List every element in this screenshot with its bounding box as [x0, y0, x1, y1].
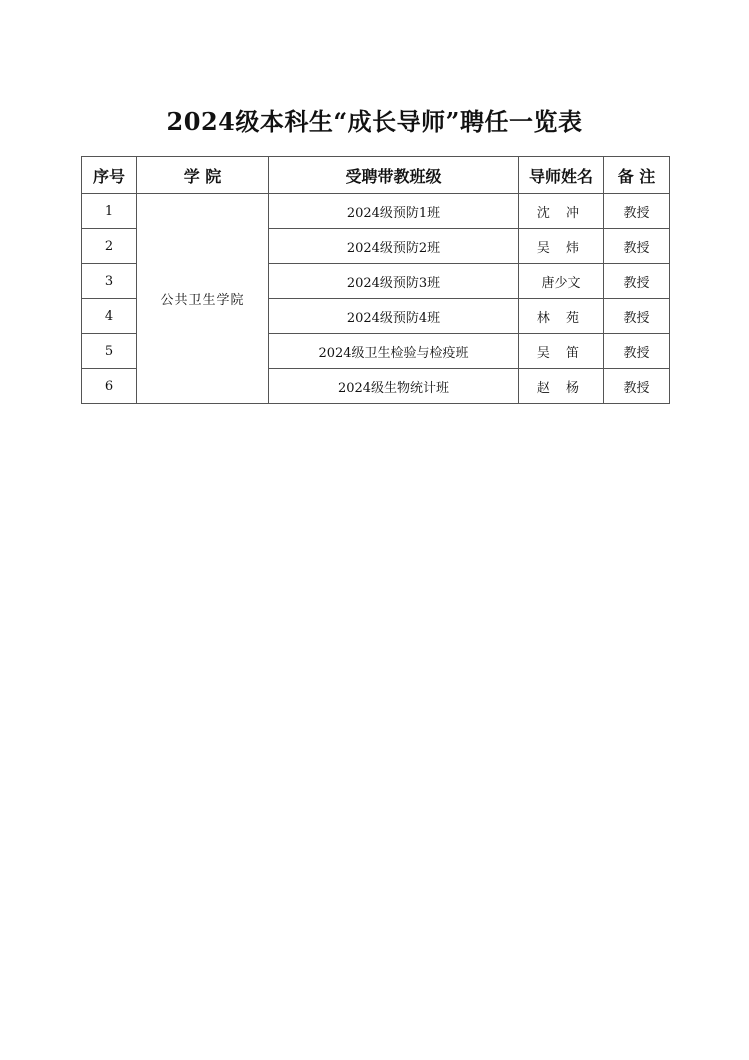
row-class: 2024级预防4班	[269, 299, 519, 334]
header-college: 学 院	[137, 157, 269, 194]
row-mentor: 沈 冲	[519, 194, 604, 229]
mentor-table	[81, 156, 670, 404]
row-mentor: 赵 杨	[519, 369, 604, 404]
row-mentor: 吴 炜	[519, 229, 604, 264]
table-header-row	[82, 157, 670, 194]
college-cell: 公共卫生学院	[137, 194, 269, 404]
row-seq: 6	[82, 369, 137, 404]
row-remark: 教授	[604, 264, 670, 299]
header-mentor: 导师姓名	[519, 157, 604, 194]
row-class: 2024级卫生检验与检疫班	[269, 334, 519, 369]
row-mentor: 唐少文	[519, 264, 604, 299]
row-class: 2024级预防1班	[269, 194, 519, 229]
row-mentor: 吴 笛	[519, 334, 604, 369]
row-class: 2024级生物统计班	[269, 369, 519, 404]
row-class: 2024级预防2班	[269, 229, 519, 264]
row-seq: 2	[82, 229, 137, 264]
header-class: 受聘带教班级	[269, 157, 519, 194]
row-remark: 教授	[604, 229, 670, 264]
row-seq: 3	[82, 264, 137, 299]
header-seq: 序号	[82, 157, 137, 194]
row-mentor: 林 苑	[519, 299, 604, 334]
page-title: 2024级本科生“成长导师”聘任一览表	[166, 107, 583, 136]
row-remark: 教授	[604, 194, 670, 229]
table-row	[82, 194, 670, 229]
row-remark: 教授	[604, 299, 670, 334]
row-class: 2024级预防3班	[269, 264, 519, 299]
row-remark: 教授	[604, 369, 670, 404]
header-remark: 备 注	[604, 157, 670, 194]
row-seq: 5	[82, 334, 137, 369]
row-remark: 教授	[604, 334, 670, 369]
row-seq: 1	[82, 194, 137, 229]
row-seq: 4	[82, 299, 137, 334]
